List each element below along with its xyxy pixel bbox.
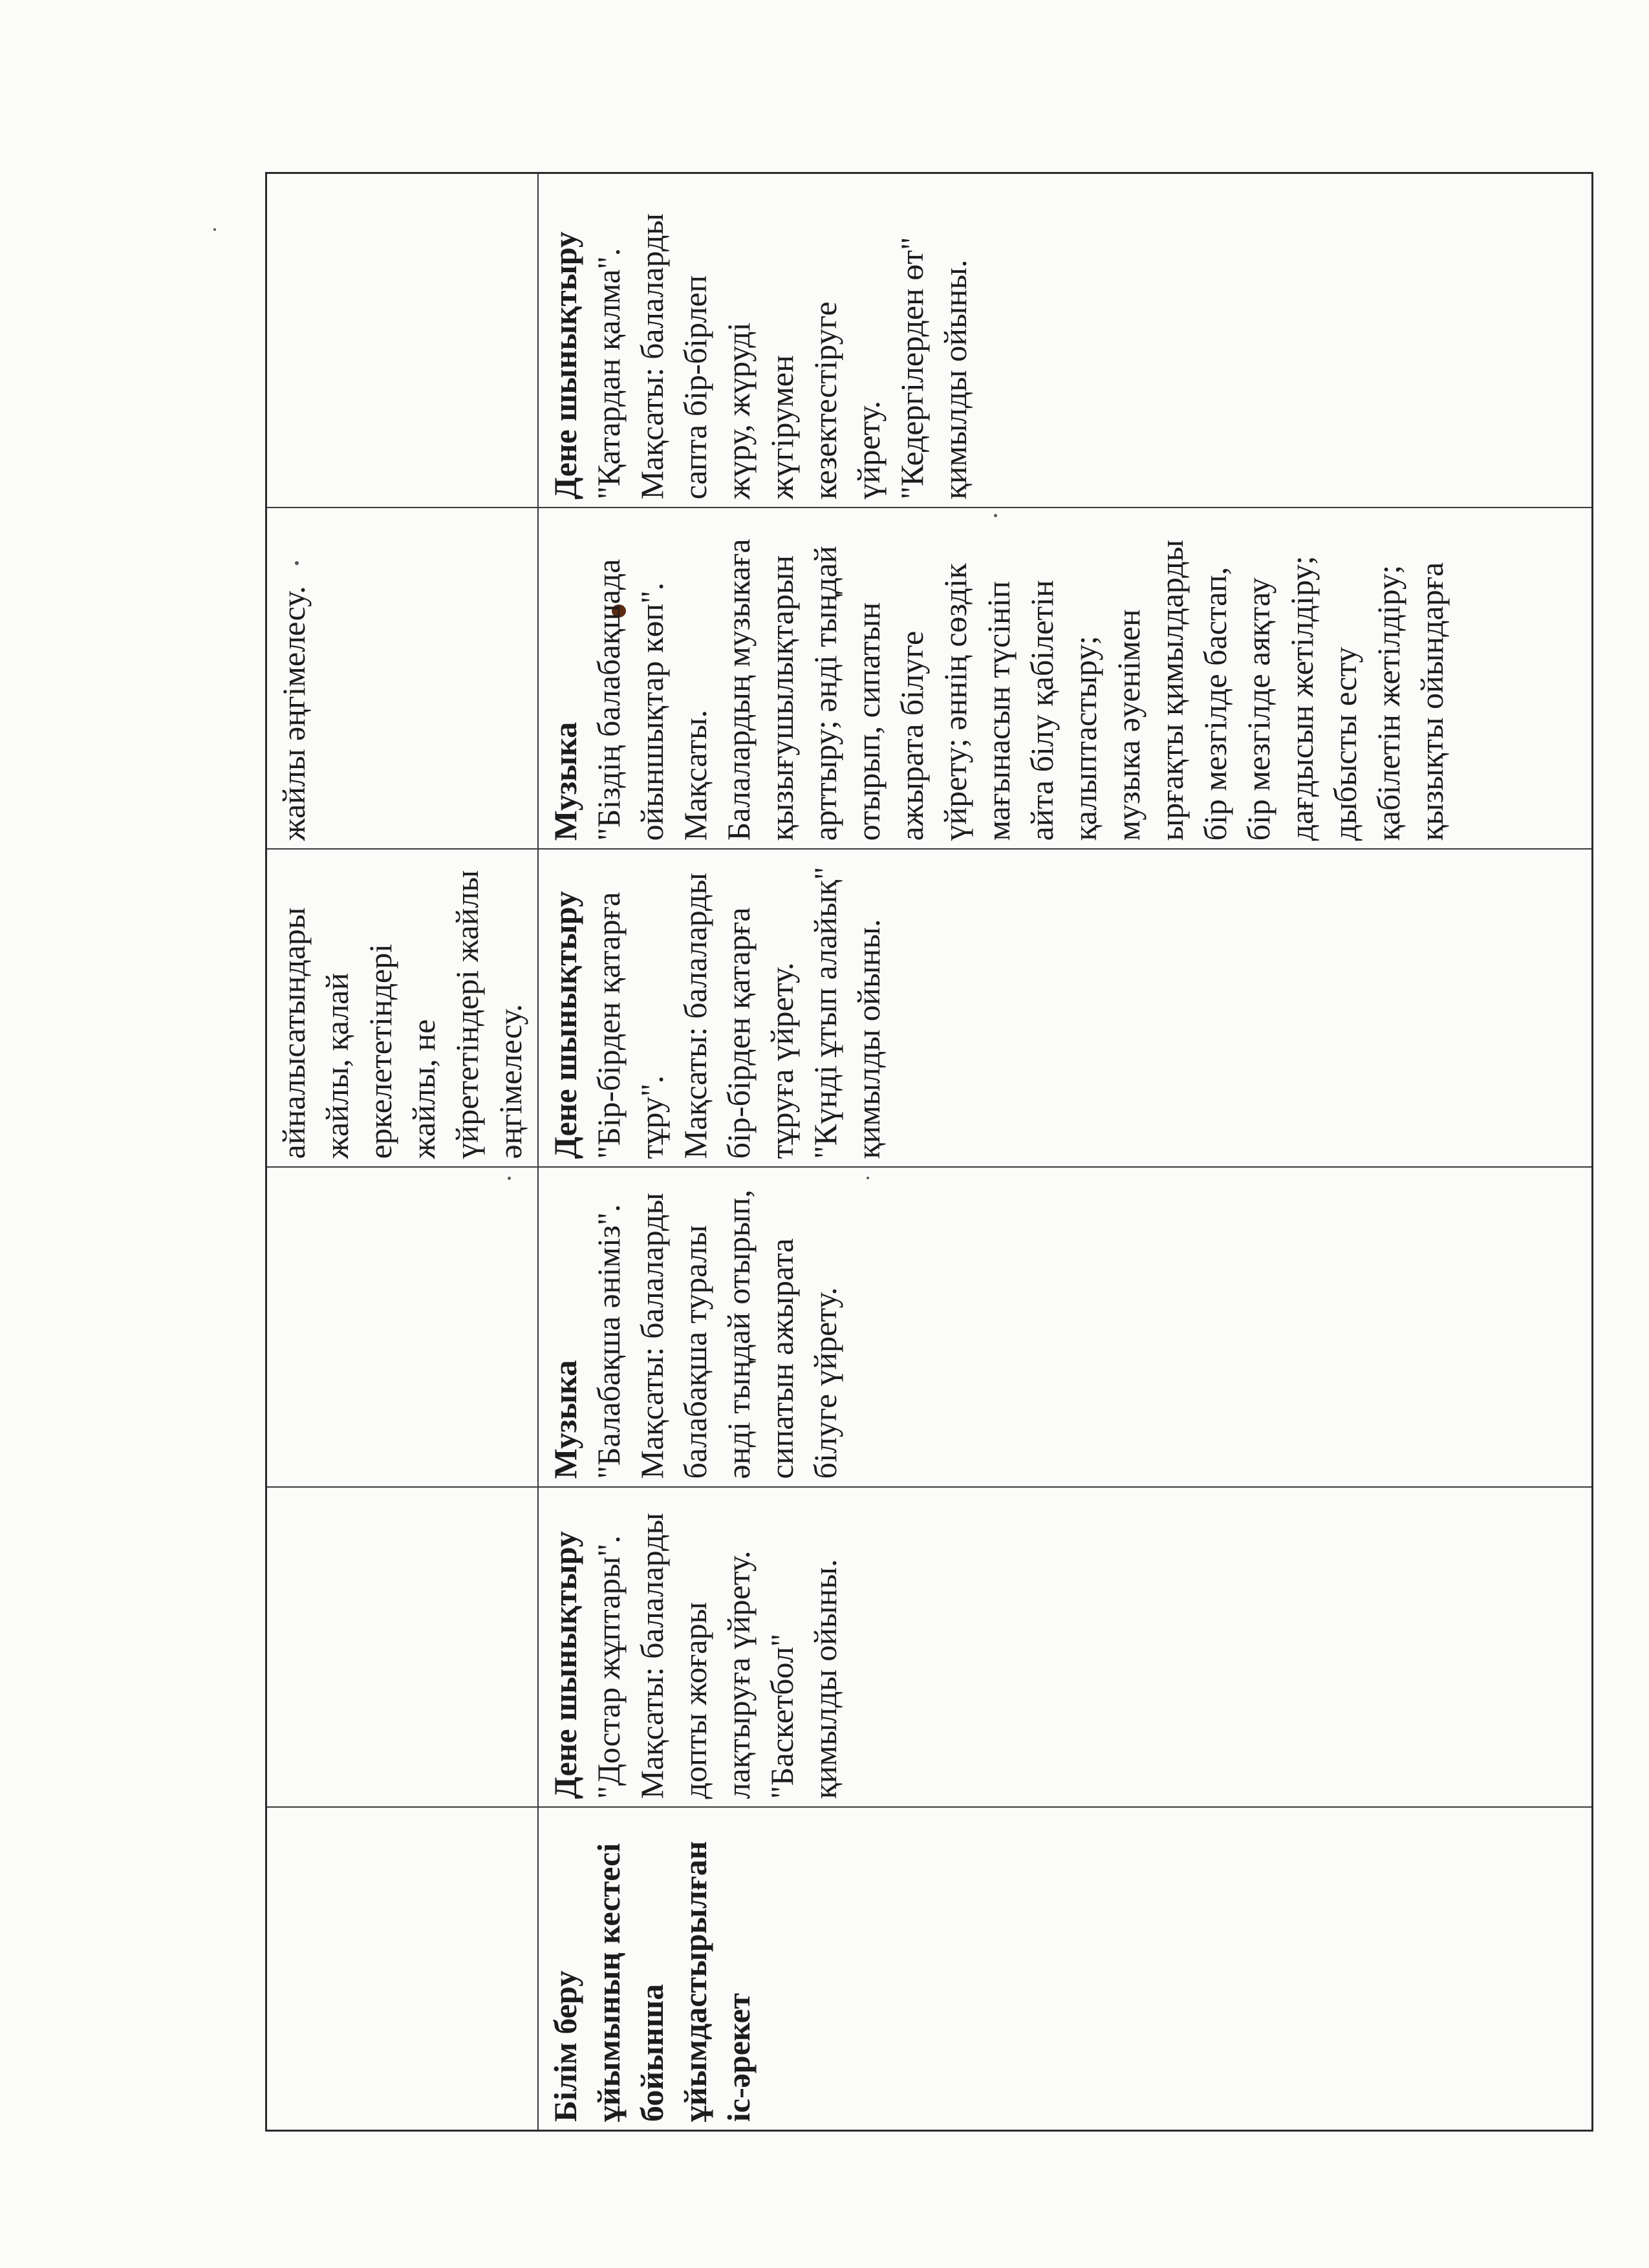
table-cell [266,1168,539,1488]
cell-text: айналысатындары [275,907,312,1159]
cell-text: қызықты ойындарға [1414,562,1450,841]
row-label-text: ұйымдастырылған [677,1841,713,2122]
cell-text: "Күнді ұтып алайық" [807,866,843,1159]
cell-text: тұруға үйрету. [764,962,800,1159]
cell-text: арттыру; әнді тыңдай [807,546,843,841]
subject-title: Музыка [547,1360,583,1479]
cell-text: қалыптастыру; [1067,636,1103,841]
scan-speck [213,228,216,231]
cell-text: сапта бір-бірлеп [677,275,713,500]
cell-text: жайлы әңгімелесу. [275,586,312,841]
cell-text: ажырата білуге [894,630,930,841]
cell-text: Мақсаты: балаларды [634,213,670,500]
cell-text: жүру, жүруді [720,322,757,500]
cell-text: музыка әуенімен [1110,609,1147,841]
cell-text: қимылды ойыны. [850,919,887,1159]
cell-text: Мақсаты: балаларды [634,1512,670,1799]
cell-text: әнді тыңдай отырып, [720,1189,757,1479]
cell-text: бір мезгілде бастап, [1197,566,1233,841]
subject-title: Дене шынықтыру [547,891,583,1159]
cell-text: Мақсаты: балаларды [634,1192,670,1479]
table-row [266,173,539,2131]
cell-text: бір-бірден қатарға [720,907,757,1159]
cell-text: жайлы, не [405,1019,442,1159]
cell-text: "Баскетбол" [764,1633,800,1799]
activity-cell [538,173,1592,508]
cell-text: отырып, сипатын [850,602,887,841]
cell-text: Мақсаты: балаларды [677,872,713,1159]
activity-cell [538,850,1592,1168]
cell-text: мағынасын түсініп [980,581,1017,841]
cell-text: қимылды ойыны. [937,259,973,500]
cell-text: Мақсаты. [677,709,713,841]
subject-title: Дене шынықтыру [547,1531,583,1799]
cell-text: білуге үйрету. [807,1287,843,1479]
cell-text: балабақша туралы [677,1225,713,1479]
row-label-text: іс-әрекет [720,1993,757,2122]
cell-text: үйрету. [850,400,887,500]
table-cell [266,850,539,1168]
row-label-text: бойынша [634,1984,670,2122]
row-label-text: ұйымының кестесі [590,1843,627,2122]
rotated-page [265,174,1581,2132]
cell-text: дыбысты есту [1327,647,1363,841]
row-label-text: Білім беру [547,1970,583,2122]
cell-text: кезектестіруге [807,301,843,500]
cell-text: қабілетін жетілдіру; [1370,564,1406,841]
table-cell [266,173,539,508]
cell-text: қимылды ойыны. [807,1559,843,1799]
cell-text: еркелететіндері [362,943,398,1159]
cell-text: "Кедергілерден өт" [894,237,930,500]
cell-text: ойыншықтар көп". [634,582,670,841]
activity-cell [538,508,1592,850]
activity-cell [538,1168,1592,1488]
cell-text: жайлы, қалай [319,972,355,1159]
cell-text: ырғақты қимылдарды [1154,539,1190,841]
schedule-table [265,172,1593,2132]
table-cell [266,1808,539,2131]
cell-text: үйрету; әннің сөздік [937,563,973,841]
table-cell [266,1488,539,1808]
cell-text: әңгімелесу. [492,1003,528,1159]
table-cell [266,508,539,850]
subject-title: Дене шынықтыру [547,231,583,500]
cell-text: "Достар жұптары". [590,1535,627,1799]
row-label-cell [538,1808,1592,2131]
cell-text: айта білу қабілетін [1024,580,1060,841]
cell-text: бір мезгілде аяқтау [1240,577,1277,841]
cell-text: лақтыруға үйрету. [720,1550,757,1799]
cell-text: қызығушылықтарын [764,555,800,841]
cell-text: сипатын ажырата [764,1238,800,1479]
cell-text: жүгірумен [764,355,800,500]
cell-text: "Бір-бірден қатарға [590,892,627,1159]
cell-text: тұру". [634,1075,670,1159]
cell-text: допты жоғары [677,1601,713,1799]
activity-cell [538,1488,1592,1808]
cell-text: "Балабақша әніміз". [590,1204,627,1479]
cell-text: "Қатардан қалма". [590,248,627,500]
cell-text: Балалардың музыкаға [720,539,757,841]
cell-text: дағдысын жетілдіру; [1284,555,1320,841]
table-row [538,173,1592,2131]
cell-text: үйрететіндері жайлы [449,870,485,1159]
subject-title: Музыка [547,722,583,841]
cell-text: "Біздің балабақшада [590,559,627,841]
